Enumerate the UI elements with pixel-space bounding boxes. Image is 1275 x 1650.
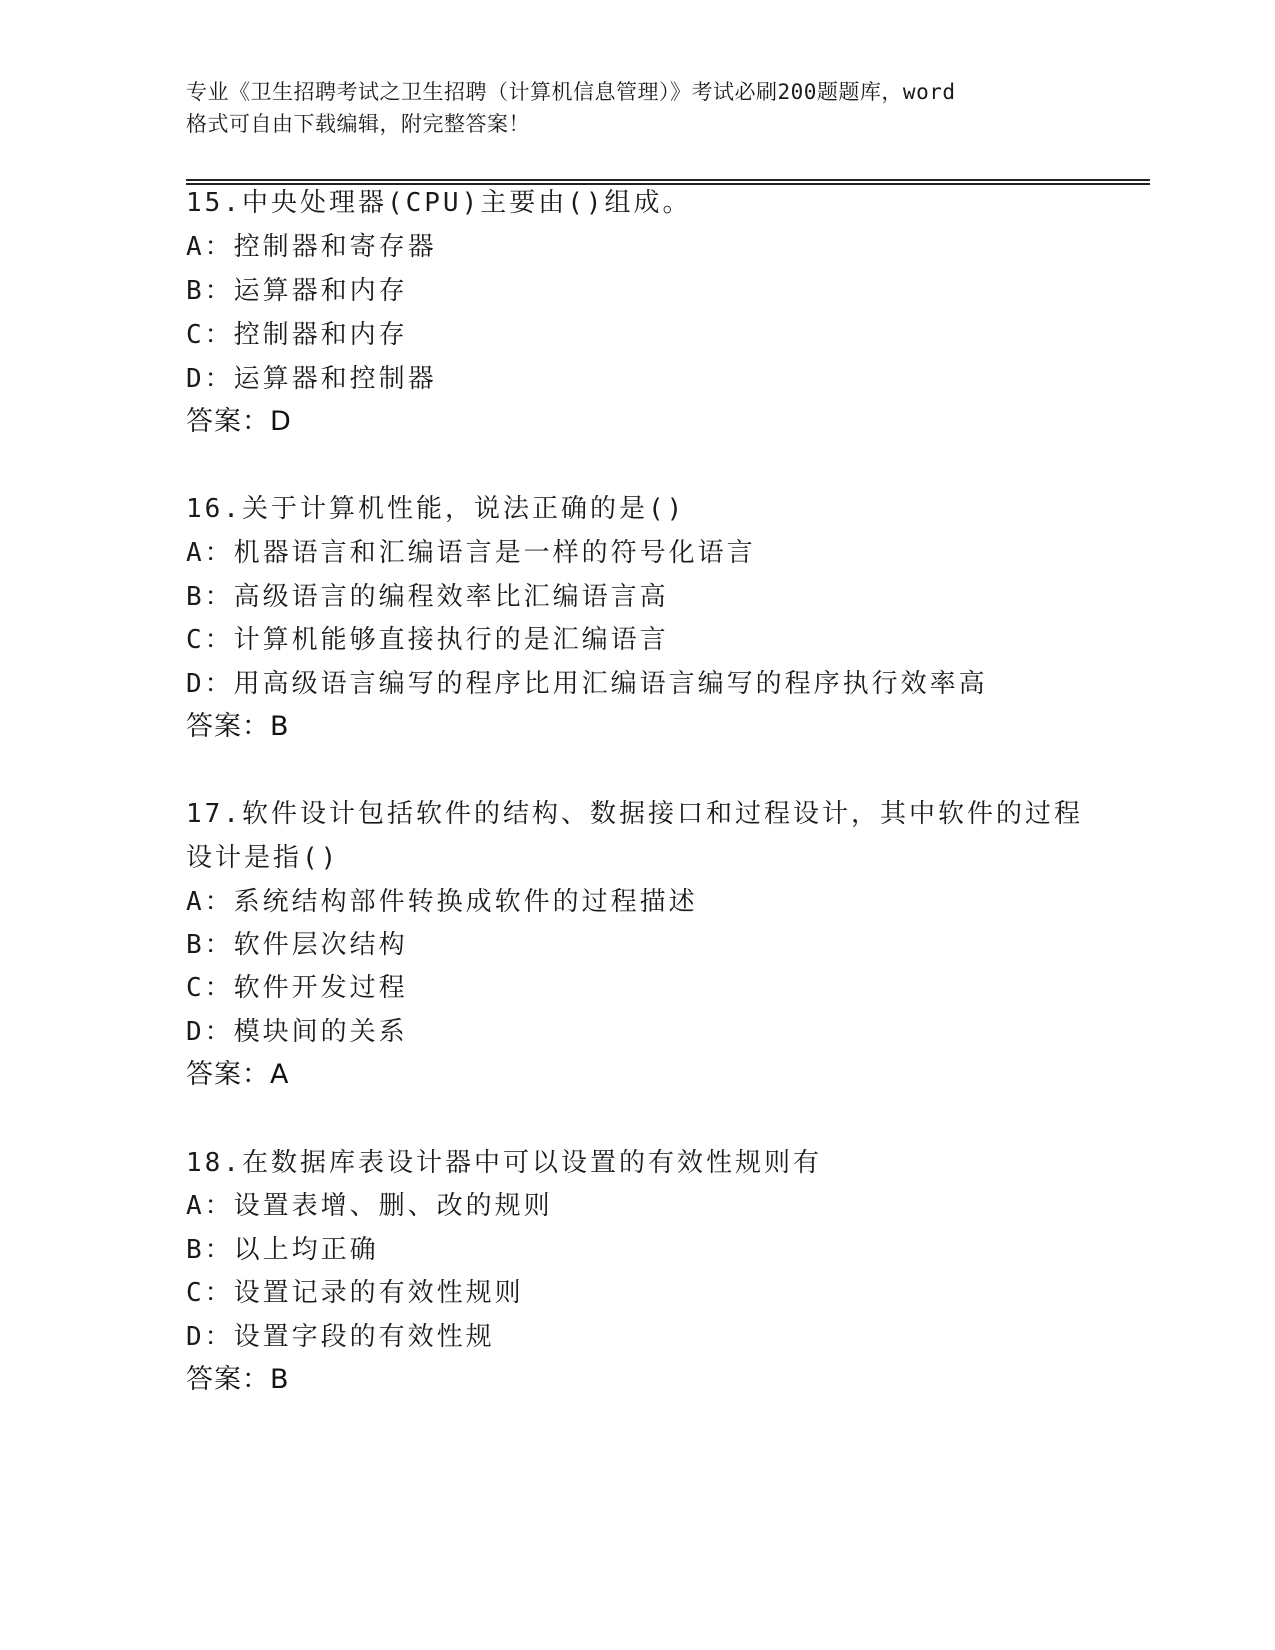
question-17-option-a: A：系统结构部件转换成软件的过程描述: [186, 887, 698, 917]
question-18-option-b: B：以上均正确: [186, 1235, 379, 1265]
question-15-option-c: C：控制器和内存: [186, 320, 408, 350]
header-line-2: 格式可自由下载编辑，附完整答案！: [186, 112, 530, 136]
question-17-stem-line-2: 设计是指(): [186, 843, 340, 873]
question-16-stem: 16.关于计算机性能，说法正确的是(): [186, 494, 686, 524]
question-15-option-b: B：运算器和内存: [186, 276, 408, 306]
question-17-stem-line-1: 17.软件设计包括软件的结构、数据接口和过程设计，其中软件的过程: [186, 799, 1083, 829]
question-18-option-a: A：设置表增、删、改的规则: [186, 1191, 553, 1221]
question-16-option-c: C：计算机能够直接执行的是汇编语言: [186, 625, 669, 655]
question-16-option-b: B：高级语言的编程效率比汇编语言高: [186, 582, 669, 612]
question-15-option-d: D：运算器和控制器: [186, 364, 437, 394]
question-16-option-a: A：机器语言和汇编语言是一样的符号化语言: [186, 538, 756, 568]
question-17-option-d: D：模块间的关系: [186, 1017, 408, 1047]
question-18-stem: 18.在数据库表设计器中可以设置的有效性规则有: [186, 1148, 822, 1178]
question-15-stem: 15.中央处理器(CPU)主要由()组成。: [186, 188, 692, 218]
question-16-option-d: D：用高级语言编写的程序比用汇编语言编写的程序执行效率高: [186, 669, 988, 699]
header-line-1: 专业《卫生招聘考试之卫生招聘（计算机信息管理）》考试必刷200题题库，word: [186, 80, 956, 104]
header-divider-top: [186, 179, 1150, 181]
question-17-option-c: C：软件开发过程: [186, 973, 408, 1003]
question-15-answer: 答案：D: [186, 406, 292, 437]
question-17-option-b: B：软件层次结构: [186, 930, 408, 960]
question-18-option-d: D：设置字段的有效性规: [186, 1322, 495, 1352]
question-15-option-a: A：控制器和寄存器: [186, 232, 437, 262]
question-18-option-c: C：设置记录的有效性规则: [186, 1278, 524, 1308]
question-17-answer: 答案：A: [186, 1059, 290, 1090]
question-18-answer: 答案：B: [186, 1364, 290, 1395]
document-header: [186, 76, 1086, 140]
question-16-answer: 答案：B: [186, 711, 290, 742]
header-divider-bottom: [186, 183, 1150, 185]
